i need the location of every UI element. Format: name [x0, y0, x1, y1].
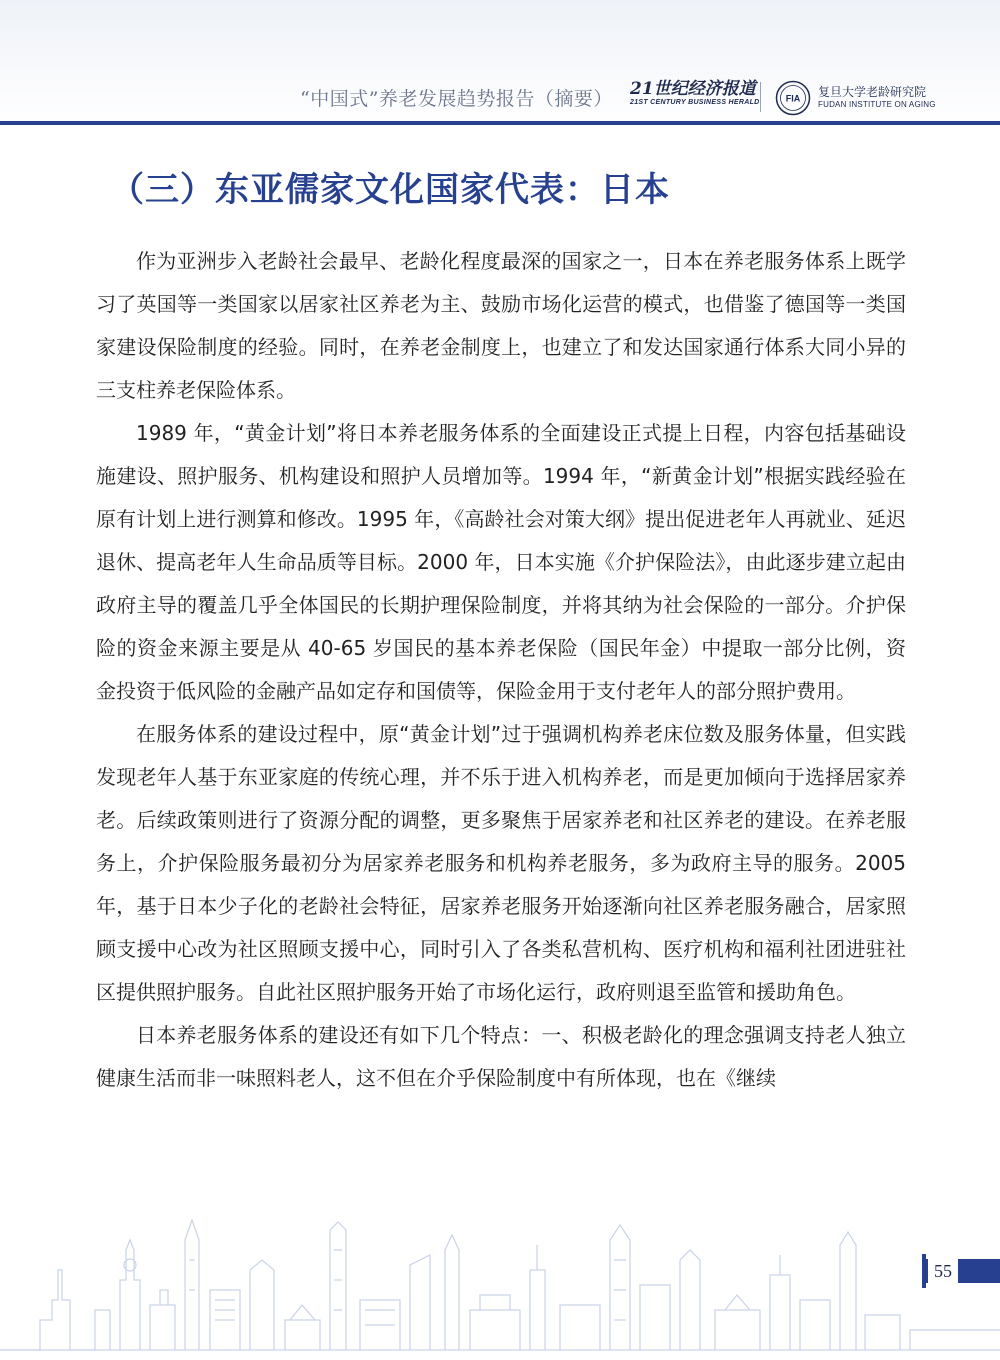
brand-name-en: 21ST CENTURY BUSINESS HERALD [630, 99, 760, 106]
report-title: “中国式”养老发展趋势报告（摘要） [300, 88, 613, 110]
paragraph: 作为亚洲步入老龄社会最早、老龄化程度最深的国家之一，日本在养老服务体系上既学习了英国等一类国家以居家社区养老为主、鼓励市场化运营的模式，也借鉴了德国等一类国家建设保险制度的经验。同时，在养老金制度上，也建立了和发达国家通行体系大同小异的三支柱养老保险体系。 [96, 249, 906, 402]
paragraph: 在服务体系的建设过程中，原“黄金计划”过于强调机构养老床位数及服务体量，但实践发现老年人基于东亚家庭的传统心理，并不乐于进入机构养老，而是更加倾向于选择居家养老。后续政策则进行了资源分配的调整，更多聚焦于居家养老和社区养老的建设。在养老服务上，介护保险服务最初分为居家养老服务和机构养老服务，多为政府主导的服务。2005 年，基于日本少子化的老龄社会特征，居家养老服务开始逐渐向社区养老服务融合，居家照顾支援中心改为社区照顾支援中心，同时引入了各类私营机构、医疗机构和福利社团进驻社区提供照护服务。自此社区照护服务开始了市场化运行，政府则退至监管和援助角色。 [96, 722, 906, 1004]
paragraph: 日本养老服务体系的建设还有如下几个特点：一、积极老龄化的理念强调支持老人独立健康生活而非一味照料老人，这不但在介乎保险制度中有所体现，也在《继续 [96, 1023, 906, 1090]
section-title: （三）东亚儒家文化国家代表：日本 [110, 170, 670, 210]
brand-21st-century [630, 79, 760, 106]
paragraph: 1989 年，“黄金计划”将日本养老服务体系的全面建设正式提上日程，内容包括基础设施建设、照护服务、机构建设和照护人员增加等。1994 年，“新黄金计划”根据实践经验在原有计划上进行测算和修改。1995 年，《高龄社会对策大纲》提出促进老年人再就业、延迟退休、提高老年人生命品质等目标。2000 年，日本实施《介护保险法》，由此逐步建立起由政府主导的覆盖几乎全体国民的长期护理保险制度，并将其纳为社会保险的一部分。介护保险的资金来源主要是从 40-65 岁国民的基本养老保险（国民年金）中提取一部分比例，资金投资于低风险的金融产品如定存和国债等，保险金用于支付老年人的部分照护费用。 [96, 421, 906, 703]
header-separator [760, 82, 761, 112]
page-number: 55 [928, 1254, 958, 1288]
page-number-bar [922, 1254, 926, 1288]
city-skyline-illustration [0, 1210, 1000, 1356]
fudan-logo-icon [775, 80, 811, 116]
body-text [96, 240, 906, 1100]
brand-name-cn: 21世纪经济报道 [630, 79, 756, 99]
logo-text: FIA [785, 93, 801, 104]
institute-label [818, 85, 936, 109]
institute-name-en: FUDAN INSTITUTE ON AGING [818, 100, 936, 109]
institute-name-cn: 复旦大学老龄研究院 [818, 85, 927, 99]
header-rule [0, 121, 1000, 125]
